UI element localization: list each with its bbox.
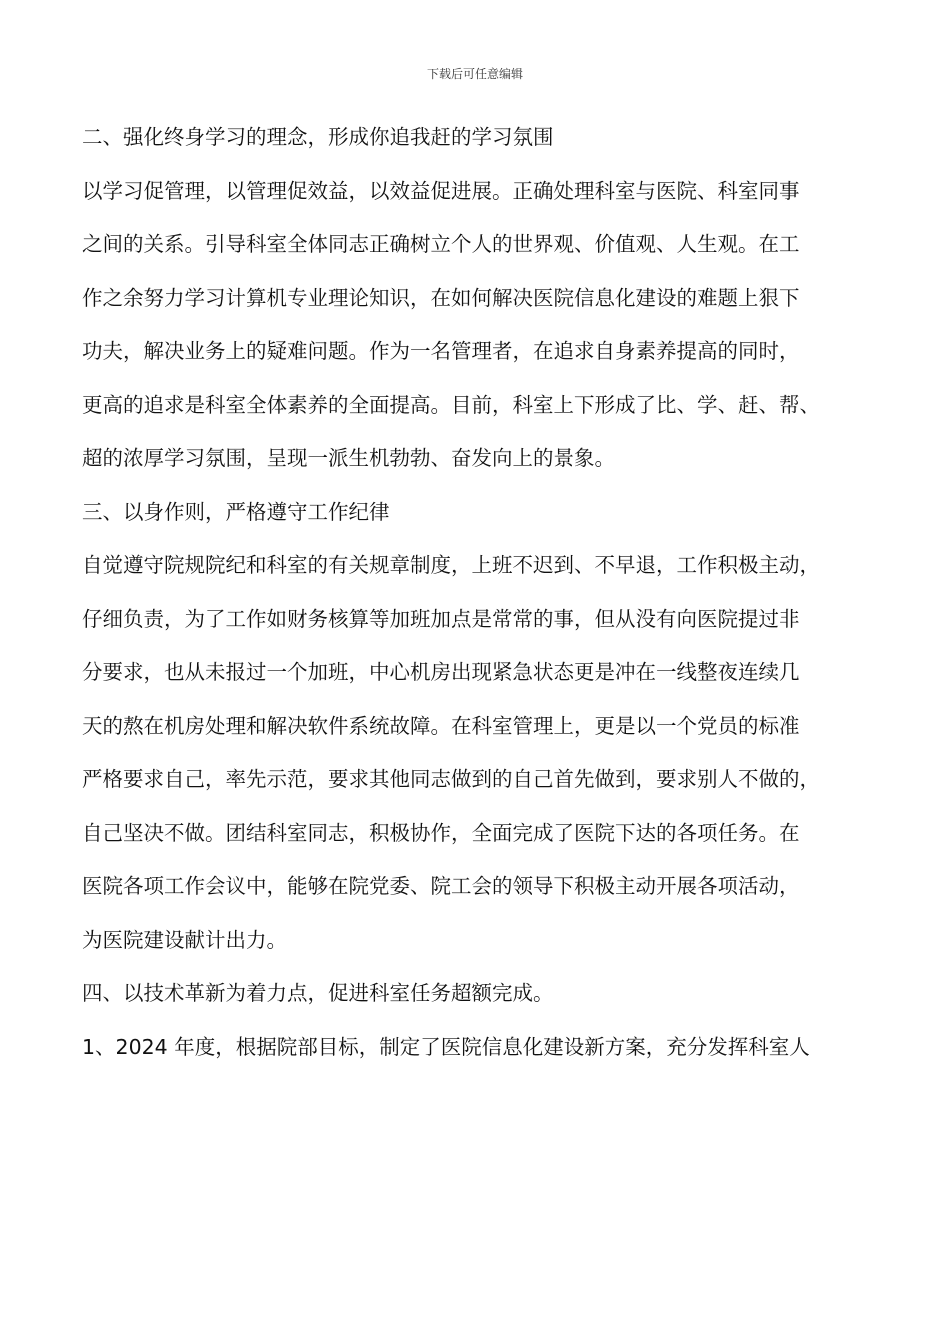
section-heading: 三、以身作则，严格遵守工作纪律 <box>82 499 390 524</box>
paragraph-line: 1、2024 年度，根据院部目标，制定了医院信息化建设新方案，充分发挥科室人 <box>82 1034 810 1059</box>
paragraph-line: 作之余努力学习计算机专业理论知识，在如何解决医院信息化建设的难题上狠下 <box>82 285 800 310</box>
paragraph-line: 功夫，解决业务上的疑难问题。作为一名管理者，在追求自身素养提高的同时， <box>82 339 800 363</box>
document-body <box>82 117 902 1080</box>
paragraph-line: 以学习促管理，以管理促效益，以效益促进展。正确处理科室与医院、科室同事 <box>82 178 800 203</box>
paragraph-line: 为医院建设献计出力。 <box>82 927 287 952</box>
paragraph-line: 仔细负责，为了工作如财务核算等加班加点是常常的事，但从没有向医院提过非 <box>82 606 800 631</box>
section-heading: 四、以技术革新为着力点，促进科室任务超额完成。 <box>82 981 554 1005</box>
paragraph-line: 天的熬在机房处理和解决软件系统故障。在科室管理上，更是以一个党员的标准 <box>82 713 800 738</box>
paragraph-line: 严格要求自己，率先示范，要求其他同志做到的自己首先做到，要求别人不做的， <box>82 767 820 791</box>
page-header-watermark: 下载后可任意编辑 <box>426 67 523 81</box>
section-heading: 二、强化终身学习的理念，形成你追我赶的学习氛围 <box>82 125 554 149</box>
paragraph-line: 自觉遵守院规院纪和科室的有关规章制度，上班不迟到、不早退，工作积极主动， <box>82 553 820 577</box>
paragraph-line: 超的浓厚学习氛围，呈现一派生机勃勃、奋发向上的景象。 <box>82 446 615 470</box>
paragraph-line: 自己坚决不做。团结科室同志，积极协作，全面完成了医院下达的各项任务。在 <box>82 820 800 845</box>
paragraph-line: 之间的关系。引导科室全体同志正确树立个人的世界观、价值观、人生观。在工 <box>82 232 800 256</box>
paragraph-line: 医院各项工作会议中，能够在院党委、院工会的领导下积极主动开展各项活动， <box>82 874 800 898</box>
paragraph-line: 分要求，也从未报过一个加班，中心机房出现紧急状态更是冲在一线整夜连续几 <box>82 660 800 684</box>
paragraph-line: 更高的追求是科室全体素养的全面提高。目前，科室上下形成了比、学、赶、帮、 <box>82 392 820 417</box>
